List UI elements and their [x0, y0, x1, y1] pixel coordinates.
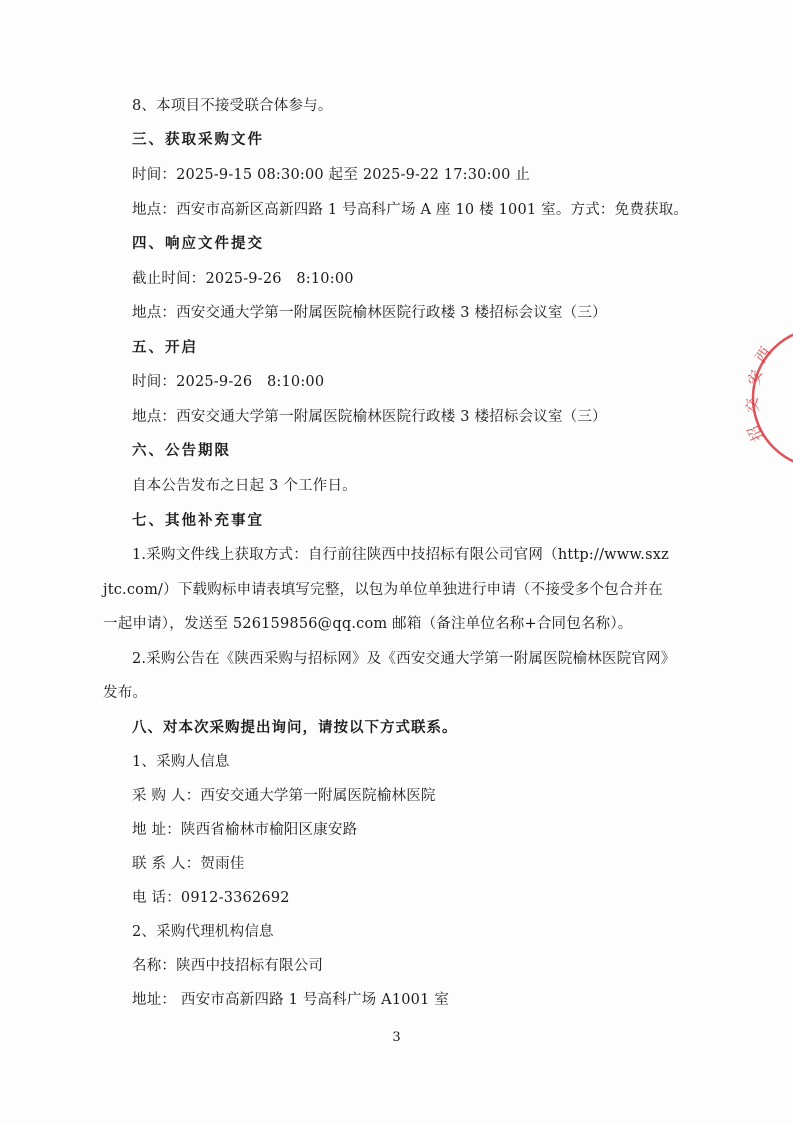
obtain-time: 时间：2025-9-15 08:30:00 起至 2025-9-22 17:30:00 止: [132, 167, 531, 183]
purchaser-info-heading: 1、采购人信息: [132, 754, 230, 770]
section-8-heading: 八、对本次采购提出询问，请按以下方式联系。: [132, 719, 458, 736]
section-7-heading: 七、其他补充事宜: [132, 512, 264, 529]
opening-time: 时间：2025-9-26 8:10:00: [132, 374, 325, 390]
purchaser-contact: 联 系 人：贺雨佳: [132, 856, 245, 872]
obtain-location: 地点：西安市高新区高新四路 1 号高科广场 A 座 10 楼 1001 室。方式：免费获取。: [132, 202, 689, 218]
submission-location: 地点：西安交通大学第一附属医院榆林医院行政楼 3 楼招标会议室（三）: [132, 305, 607, 321]
purchaser-phone: 电 话：0912-3362692: [132, 890, 290, 906]
svg-text:交: 交: [743, 396, 762, 414]
red-seal-stamp: [743, 318, 793, 478]
section-6-heading: 六、公告期限: [132, 442, 231, 459]
item-8-consortium: 8、本项目不接受联合体参与。: [132, 98, 333, 114]
supplement-1-line-3: 一起申请），发送至 526159856@qq.com 邮箱（备注单位名称+合同包名称）。: [103, 616, 633, 632]
supplement-2-line-1: 2.采购公告在《陕西采购与招标网》及《西安交通大学第一附属医院榆林医院官网》: [132, 651, 676, 667]
purchaser-name: 采 购 人：西安交通大学第一附属医院榆林医院: [132, 788, 436, 804]
section-5-heading: 五、开启: [132, 339, 198, 356]
agency-address: 地址： 西安市高新四路 1 号高科广场 A1001 室: [132, 992, 450, 1008]
page-number: 3: [392, 1030, 401, 1045]
submission-deadline: 截止时间：2025-9-26 8:10:00: [132, 271, 354, 287]
svg-text:安: 安: [744, 367, 766, 388]
section-4-heading: 四、响应文件提交: [132, 235, 264, 252]
opening-location: 地点：西安交通大学第一附属医院榆林医院行政楼 3 楼招标会议室（三）: [132, 409, 607, 425]
section-3-heading: 三、获取采购文件: [132, 131, 264, 148]
purchaser-address: 地 址：陕西省榆林市榆阳区康安路: [132, 822, 358, 838]
supplement-1-line-2: jtc.com/）下载购标申请表填写完整，以包为单位单独进行申请（不接受多个包合并在: [103, 582, 663, 598]
agency-name: 名称：陕西中技招标有限公司: [132, 958, 324, 974]
svg-text:西: 西: [751, 343, 775, 367]
svg-text:招: 招: [743, 422, 767, 444]
supplement-1-line-1: 1.采购文件线上获取方式：自行前往陕西中技招标有限公司官网（http://www.sxz: [132, 547, 669, 563]
agency-info-heading: 2、采购代理机构信息: [132, 924, 274, 940]
announcement-period: 自本公告发布之日起 3 个工作日。: [132, 478, 357, 494]
supplement-2-line-2: 发布。: [103, 685, 148, 701]
